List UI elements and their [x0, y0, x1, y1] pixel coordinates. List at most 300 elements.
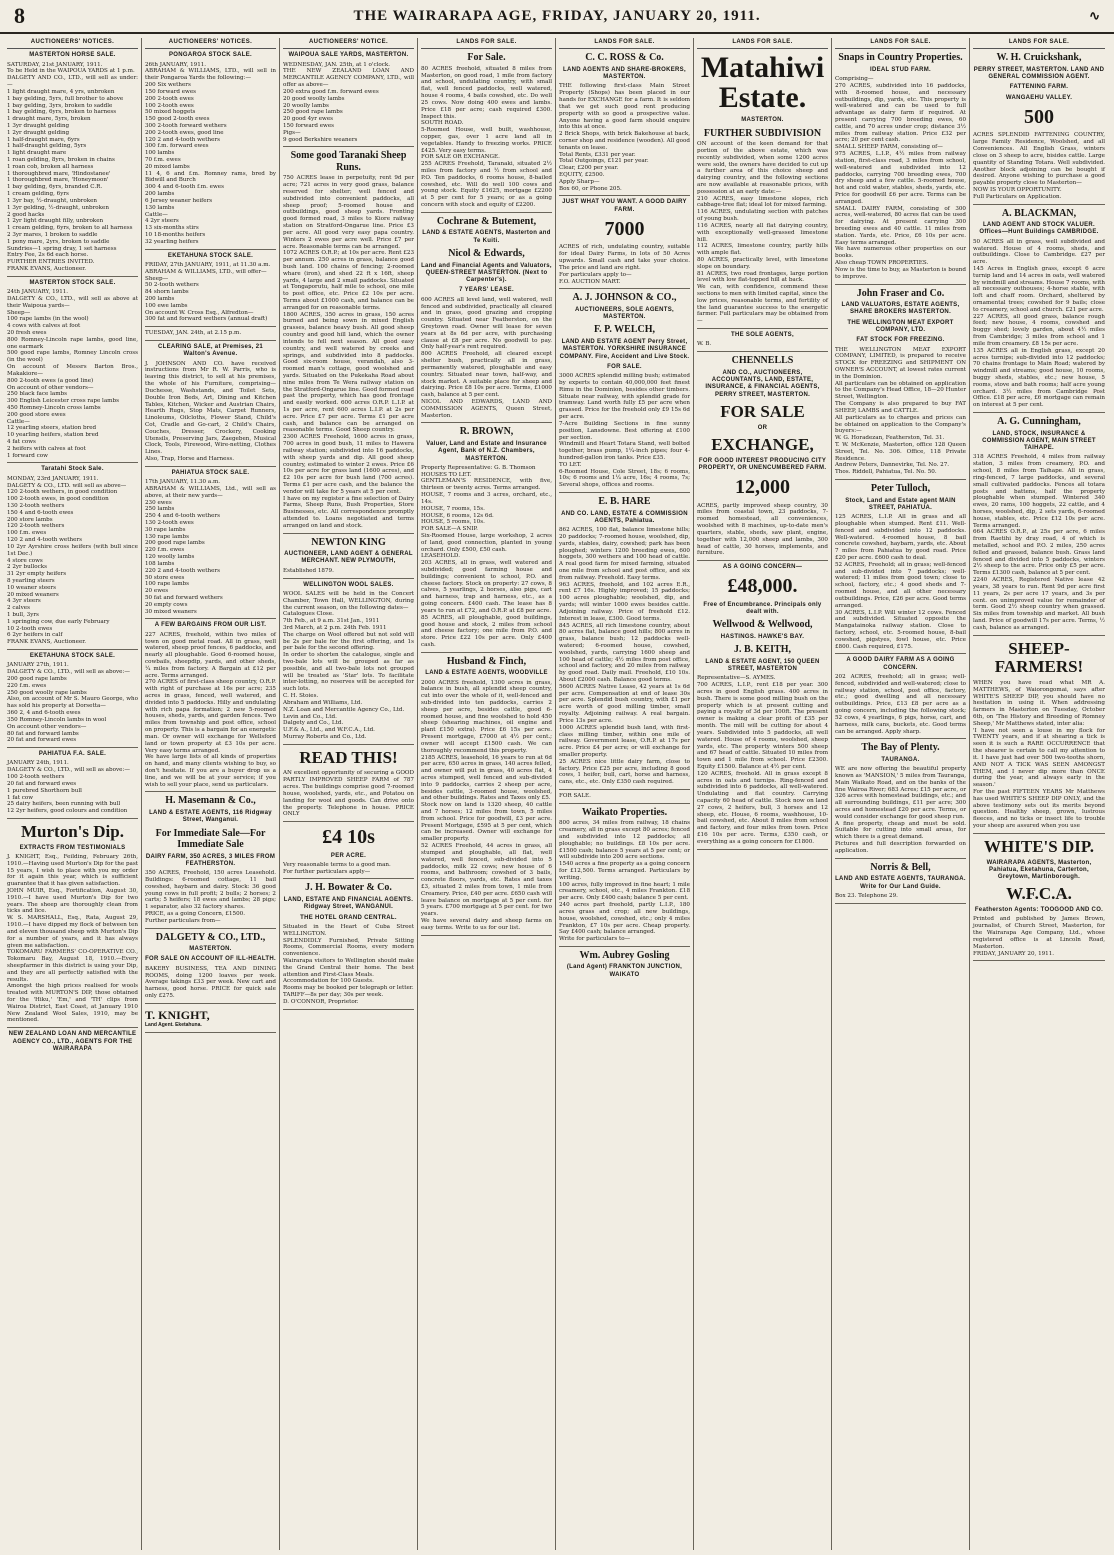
- ad-heading: [421, 441, 552, 463]
- divider: [697, 351, 828, 352]
- text: C. C. ROSS & Co.: [585, 52, 664, 64]
- divider: [973, 412, 1105, 413]
- text: 227 ACRES, freehold, within two miles of town on good metal road. All in grass, well watered, sheep proof fences, 6 paddocks, and nearly all ploughable. Good 6-roomed house, cowbails, sheepdip, yards, and other sheds, ¼ miles from factory. A Bargain at £12 per acre. Terms arranged. 270 ACRES of first-class sheep country, O.R.P. with right of purchase at 16s per acre; 235 acres in grass, fenced, well watered, and divided into 5 paddocks. Hilly and undulating with rich papa formation; 2 new 5-roomed houses, sheds, yards, and garden fences. Two miles from township and post office, school on property. This is a bargain for an energetic man. Or owner will exchange for Wellsford land or town property at £3 10s per acre. Very easy terms arranged. We have large lists of all kinds of properties on hand, and many clients wishing to buy, so don't hesitate. If you are a buyer drop us a line, and we will be at your service; if you wish to sell your place, send us particulars.: [145, 631, 276, 788]
- text: EXTRACTS FROM TESTIMONIALS: [19, 844, 126, 851]
- text: DALGETY & CO., LTD.,: [155, 931, 266, 943]
- divider: [145, 928, 276, 929]
- column-3: [280, 38, 418, 1550]
- ad-body-text: [7, 760, 138, 815]
- text: J. B. KEITH,: [734, 644, 791, 656]
- display-figure: [283, 825, 414, 849]
- ad-body-text: [559, 244, 690, 285]
- text: BAKERY BUSINESS, TEA AND DINING ROOMS, doing 1200 loaves per week. Average takings £33 per week. New cart and harness, good horse. PRICE for quick sale only £275.: [145, 965, 276, 999]
- estate-title: [697, 53, 828, 113]
- text: FOR SALE.: [559, 793, 591, 800]
- advertiser-name: [559, 324, 690, 336]
- text: Husband & Finch,: [446, 655, 527, 667]
- display-heading: [697, 403, 828, 422]
- text: LAND & ESTATE AGENTS, Masterton and Te Kuiti.: [422, 230, 551, 244]
- text: CHENNELLS: [731, 355, 794, 367]
- text: 350 ACRES, Freehold, 150 acres Leasehold. Buildings: 6-roomed cottage, 11 bail cowshed, haybarn and dairy. Stock: 36 good young cows in full profit; 2 bulls; 2 horses; 2 carts; 5 heifers; 18 ewes and lambs; 28 pigs; 1 separator, also 32 factory shares. PRICE, as a going Concern, £1500. Further particulars from—: [145, 870, 276, 924]
- advertiser-name: [421, 52, 552, 64]
- divider: [559, 195, 690, 196]
- ad-body-text: [559, 527, 690, 786]
- text: MASTERTON STOCK SALE.: [29, 279, 116, 286]
- text: Established 1879.: [283, 567, 334, 574]
- advertiser-name: [697, 644, 828, 656]
- ad-body-text: [283, 770, 414, 818]
- display-heading: [283, 749, 414, 768]
- divider: [145, 1003, 276, 1004]
- ad-heading: [145, 52, 276, 59]
- advertiser-name: [283, 537, 414, 549]
- ad-body-text: [7, 62, 138, 273]
- divider: [973, 635, 1105, 636]
- ad-heading: [7, 1031, 138, 1053]
- ad-body-text: [283, 862, 414, 876]
- text: PERRY STREET, MASTERTON. LAND AND GENERAL COMMISSION AGENT.: [973, 66, 1105, 81]
- ad-body-text: [559, 83, 690, 192]
- text: LAND & ESTATE AGENT, 150 QUEEN STREET, MASTERTON: [705, 658, 820, 673]
- text: Cochrane & Butement,: [436, 215, 537, 227]
- text: NEWTON KING: [311, 536, 386, 548]
- text: LAND, STOCK, INSURANCE & COMMISSION AGENT, MAIN STREET TAIHAPE.: [982, 430, 1096, 452]
- display-heading: [697, 436, 828, 455]
- text: Peter Tulloch,: [870, 483, 931, 494]
- text: Wm. Aubrey Gosling: [579, 949, 670, 961]
- advertiser-name: [559, 52, 690, 64]
- text: LAND & ESTATE AGENTS, WOODVILLE: [425, 670, 548, 677]
- text: 800 acres, 34 miles from railway, 18 chains creamery, all in grass except 80 acres; fenced and subdivided into 12 paddocks; all ploughable; no buildings. £8 10s per acre. £1500 cash; balance 5 years at 5 per cent; or will subdivide into 200 acre sections. 1540 acres a fine property as a going concern for £12,500. Terms arranged. Particulars by writing. 100 acres, fully improved in fine heart; 1 mile creamery, school, etc., 4 miles Frankton. £18 per acre. Only £400 cash; balance 5 per cent. 240 acres part freehold, partly L.I.P., 180 acres grass and crop; all new buildings, house, woolshed, cowshed, etc.; only 4 miles Frankton, £7 10s per acre. Cheap property. Say £400 cash; balance arranged. Write for particulars to—: [559, 820, 690, 943]
- text: PONGAROA STOCK SALE.: [168, 52, 252, 59]
- advertiser-name: [973, 52, 1105, 64]
- divider: [7, 1027, 138, 1028]
- newspaper-title: THE WAIRARAPA AGE, FRIDAY, JANUARY 20, 1911.: [353, 7, 761, 24]
- text: A FEW BARGAINS FROM OUR LIST.: [154, 622, 267, 629]
- text: WEDNESDAY, JAN. 25th, at 1 o'clock. THE NEW ZEALAND LOAN AND MERCANTILE AGENCY COMPANY, LTD., will offer as above— 200 extra good f.m. forward ewes 20 good woolly lambs 20 woolly lambs 250 good rape lambs 20 good 4yr ewes 150 forward ewes Pigs— 9 good Berkshire weaners: [283, 61, 414, 143]
- text: THE WELLINGTON MEAT EXPORT COMPANY, LIMITED, is prepared to receive STOCK for FREEZING and SHIPMENT ON OWNER'S ACCOUNT, at lowest rates current in the Dominion. All particulars can be obtained on application to the Company's Head Office, 18—20 Hunter Street, Wellington. The Company is also prepared to buy FAT SHEEP, LAMBS and CATTLE. All particulars as to charges and prices can be obtained on application to the Company's buyers:— W. G. Horadezan, Featherston, Tel. 31. T. W. McKenzie, Masterton, office 128 Queen Street, Tel. No. 306. Office, 118 Private Residence. Andrew Peters, Dannevirke, Tel. No. 27. Thos. Riddell, Pahiatua, Tel. No. 50.: [835, 346, 966, 476]
- ad-body-text: [145, 62, 276, 246]
- divider: [283, 744, 414, 745]
- text: Murton's Dip.: [21, 821, 124, 841]
- divider: [7, 276, 138, 277]
- text: JANUARY 27th, 1911. DALGETY & CO., LTD., will sell as above:— 200 good rape lambs 220 f.m. ewes 250 good woolly rape lambs Also, on account of Mr S. Mauro George, who has sold his property at Dorsetta— 360 2, 4 and 6-tooth ewes 350 Romney-Lincoln lambs in wool On account other vendors— 80 fat and forward lambs 20 fat and forward ewes: [7, 662, 138, 744]
- text: WHITE'S DIP.: [984, 836, 1094, 856]
- divider: [835, 284, 966, 285]
- ad-heading: [559, 511, 690, 526]
- text: ACRES, partly improved sheep country, 30 miles from coastal town, 23 paddocks, 7-roomed homestead, all conveniences, woolshed with 8 machines, up-to-date men's quarters, stable, sheds, saw plant, engine, together with 12,000 sheep and lambs, 300 head of cattle, 30 horses, implements, and furniture.: [697, 502, 828, 557]
- text: FOR SALE.: [607, 363, 642, 370]
- ad-heading: [697, 332, 828, 339]
- ad-heading: [559, 364, 690, 371]
- ad-heading: [7, 52, 138, 59]
- ad-heading: [145, 810, 276, 825]
- divider: [145, 1032, 276, 1033]
- text: Very reasonable terms to a good man. For further particulars apply—: [283, 861, 391, 875]
- divider: [283, 146, 414, 147]
- text: FAT STOCK FOR FREEZING.: [856, 337, 945, 344]
- text: H. Masemann & Co.,: [165, 795, 256, 807]
- text: Free of Encumbrance. Principals only dealt with.: [703, 601, 822, 616]
- signature-subline: Land Agent. Eketahuna.: [145, 1022, 202, 1029]
- text: HASTINGS. HAWKE'S BAY.: [720, 633, 805, 640]
- ad-body-text: [7, 476, 138, 646]
- text: JUST WHAT YOU WANT. A GOOD DAIRY FARM.: [562, 199, 687, 213]
- text: Matahiwi Estate.: [700, 51, 825, 115]
- ad-body-text: [559, 820, 690, 943]
- text: EKETAHUNA STOCK SALE.: [29, 653, 116, 660]
- text: 7000: [604, 218, 645, 241]
- text: WAIRARAPA AGENTS, Masterton, Pahiatua, Eketahuna, Carterton, Greytown, Martinborough.: [986, 859, 1092, 881]
- text: TAURANGA.: [881, 756, 920, 763]
- text: AN excellent opportunity of securing a GOOD PARTLY IMPROVED SHEEP FARM of 787 acres. The buildings comprise good 7-roomed house, woolshed, yards, etc., and Potatou on landing for wool and goods. Can drive onto the property. Telephone in house. PRICE ONLY: [283, 770, 414, 818]
- ad-heading: [283, 52, 414, 59]
- text: LAND, ESTATE AND FINANCIAL AGENTS. Ridgway Street, WANGANUI.: [283, 896, 414, 911]
- divider: [145, 618, 276, 619]
- text: Comprising— 270 ACRES, subdivided into 16 paddocks, with 8-roomed house, and necessary outbuildings, dip, yards, etc. This property is well-watered and can be used to full advantage as dairy farm if required. At present carrying 700 breeding ewes, 60 cattle, and 70 acres under crop; distance 3½ miles from railway station. Price £32 per acre; 20 per cent cash. SMALL SHEEP FARM, consisting of— 975 ACRES, L.I.P., 4½ miles from railway station, first-class road, 3 miles from school, well-watered and subdivided into 12 paddocks, carrying 700 breeding ewes, 700 dry sheep and a few cattle. 5-roomed house, hot and cold water, stables, sheds, yards, etc. Price for goodwill £6 per acre. Terms can be arranged. SMALL DAIRY FARM, consisting of 300 acres, well-watered, 80 acres flat can be used for dairying. At present carrying 300 breeding ewes and 40 cattle. 11 miles from station. Yards, etc. Price, £6 10s per acre. Easy terms arranged. We have numerous other properties on our books. Also cheap TOWN PROPERTIES. Now is the time to buy, as Masterton is bound to improve.: [835, 76, 966, 280]
- advertiser-name: [283, 882, 414, 894]
- divider: [559, 803, 690, 804]
- divider: [421, 212, 552, 213]
- text: LAND VALUATORS, ESTATE AGENTS, SHARE BROKERS MASTERTON.: [841, 302, 960, 316]
- text: Box 23. Telephone 29.: [835, 892, 898, 899]
- ad-heading: [559, 964, 690, 979]
- advertiser-name: [145, 795, 276, 807]
- ad-body-text: [973, 239, 1105, 409]
- column-1: [4, 38, 142, 1550]
- text: Some good Taranaki Sheep Runs.: [290, 150, 407, 173]
- ad-body-text: [283, 62, 414, 144]
- column-header: LANDS FOR SALE.: [973, 38, 1105, 49]
- text: 125 ACRES, L.I.P. All in grass and all ploughable when stumped. Rent £11. Well-fenced and subdivided into 12 paddocks. Well-watered. 4-roomed house, 8 bail concrete cowshed, haybarn, yards, etc. About 7 miles from Pahiatua by good road. Price £20 per acre. £600 cash to deal. 52 ACRES, Freehold; all in grass; well-fenced and sub-divided into 7 paddocks; well-watered; 11 miles from good town; close to school, factory, etc.; 4 good sheds and 7-roomed house, and all other necessary outbuildings. Price, £26 per acre. Good terms arranged. 30 ACRES, L.I.P. Will winter 12 cows. Fenced and subdivided. Situated opposite the Mangatainoka railway station. Close to factory, school, etc. 5-roomed house, 8-bail cowshed, pigstyes, fowl house, etc. Price £800. Cash required, £175.: [835, 514, 966, 650]
- ad-heading: [973, 907, 1105, 914]
- ad-body-text: [7, 854, 138, 1024]
- ad-heading: [835, 657, 966, 672]
- text: WE are now offering the beautiful property known as 'MANSION,' 5 miles from Tauranga, Main Waikato Road, and on the banks of the fine Wairoa River; 683 Acres; £15 per acre, or 326 acres with homestead buildings, etc.; and all surrounding buildings, £11 per acre; 300 acres and homestead £20 per acre. Terms, or would consider exchange for good sheep run. A fine property, cheap and must be sold. Suitable for cutting into small areas, for which there is a great demand. Pictures and full description forwarded on application.: [835, 766, 966, 854]
- column-header: AUCTIONEERS' NOTICES.: [145, 38, 276, 49]
- text: 80 ACRES freehold, situated 8 miles from Masterton, on good road, 1 mile from factory and school, undulating country, with small flat, well fenced paddocks, well watered, house 4 rooms, 4 bails cowshed, etc. Do well 25 cows. Now doing 400 ewes and lambs. Price £18 per acre; cash required £300. Inspect this. SOUTH ROAD. 5-Roomed House, well built, washhouse, copper, gas, over 1 acre land all in vegetables. Handy to freezing works. PRICE £425. Very easy terms. FOR SALE OR EXCHANGE. 255 ACRES Freehold, Taranaki, situated 2½ miles from factory and ½ from school and P.O. Ten paddocks, 6 rooms house, 8-bailed cowshed, etc. Will do well 100 cows and young stock. Equity £1625, mortgage £2200 at 5 per cent for 5 years; or as a going concern with stock and equity of £2200.: [421, 65, 552, 209]
- text: 26th JANUARY, 1911. ABRAHAM & WILLIAMS, LTD., will sell in their Pongaroa Yards the following:— 200 Six wethers 150 forward ewes 200 2-tooth ewes 100 2-tooth ewes 50 mixed hoggets 150 good 2-tooth ewes 300 2-tooth forward wethers 200 2-tooth ewes, good line 120 2 and 4-tooth wethers 300 f.m. forward ewes 100 lambs 70 f.m. ewes 20 mixed lambs 11 4, 6 and f.m. Romney rams, bred by Bidwill and Burch 300 4 and 6-tooth f.m. ewes 200 lambs 6 Jersey weaner heifers 130 lambs Cattle— 4 2yr steers 13 six-months stirs 10 18-months heifers 32 yearling heifers: [145, 61, 276, 245]
- ad-body-text: [421, 66, 552, 209]
- ad-heading: [559, 307, 690, 322]
- text: A. J. JOHNSON & CO.,: [572, 292, 677, 304]
- text: Snaps in Country Properties.: [838, 52, 963, 64]
- ad-heading: [697, 370, 828, 399]
- ad-heading: [973, 95, 1105, 102]
- divider: [7, 649, 138, 650]
- text: ACRES SPLENDID FATTENING COUNTRY, large Family Residence, Woolshed, and all Conveniences. All English Grass, winters close on 3 sheep to acre, bisides cattle. Large quantity of Standing Totara. Well subdivided. Another block adjoining can be bought if desired. Anyone wishing to purchase a good payable property close to Masterton— NOW IS YOUR OPPORTUNITY. Full Particulars on Application.: [973, 132, 1105, 200]
- ad-heading: [145, 470, 276, 477]
- ad-body-text: [835, 76, 966, 280]
- text: 318 ACRES Freehold, 4 miles from railway station, 3 miles from creamery, P.O. and school, 8 miles from Taihape. All in grass, ring-fenced, 7 large paddocks, and several small cultivated paddocks. Fences all totara posts and battens, half the property ploughable when stumped. Wintered 340 ewes, 20 rams, 100 hoggets, 22 cattle, and 4 horses, woolshed, dip, 2 sets yards, 6-roomed house, stables, etc. Price £12 10s per acre. Terms arranged. 664 ACRES O.R.P., at 25s per acre, 6 miles from Raetihi by dray road, 4 of which is metalled, school and P.O. 2 miles, 250 acres felled and grassed, balance bush. Grass land fenced and divided into 5 paddocks, winters 2½ sheep to the acre. Price only £5 per acre. Terms £1300 cash, balance at 5 per cent. 2240 ACRES, Registered Native lease 42 years, 38 years to run. Rent 9d per acre first 11 years, 2s per acre 17 years, and 3s per cent. on unimproved value for remainder of term. Good 2½ sheep country when grassed. Six miles from township and market. All bush land. Price of goodwill 17s per acre. Terms, ½ cash, balance as arranged.: [973, 454, 1105, 631]
- column-header: AUCTIONEERS' NOTICE.: [283, 38, 414, 49]
- column-6: [694, 38, 832, 1550]
- text: 862 ACRES, 100 flat, balance limestone hills; 20 paddocks; 7-roomed house, woolshed, dip, yards, stables, dairy, cowshed; park has been ploughed; winters 1200 breeding ewes, 600 hoggets, 300 wethers and 100 head of cattle. A real good farm for mixed farming, situated one mile from school and post office, and six from railway. Freehold. Easy terms. 963 ACRES, freehold, and 102 acres E.R., rent £7 16s. Highly improved; 15 paddocks; 100 acres ploughable; woolshed, dip, and yards; will winter 1000 ewes besides cattle. Adjoining railway. Price of freehold £12. Interest in lease, £300. Good terms. 845 ACRES, all rich limestone country, about 80 acres flat, balance good hills; 800 acres in grass, balance bush; 12 paddocks well-watered; 6-roomed house, cowshed, woolshed, yards, carrying 1600 sheep and 100 head of cattle; 4½ miles from post office, school and factory, and 20 miles from railway by good road. Daily mail. Freehold, £10 10s. About £2000 cash. Balance good terms. 5600 ACRES Native Lease, 42 years at 1s 6d per acre. Compensation at end of lease 30s per acre. Splendid bush country, with £1 per acre worth of good milling timber, small royalty. Adjoining railway. A real bargain. Price 13s per acre. 1000 ACRES splendid bush land, with first-class milling timber, within one mile of railway. Government lease, O.R.P. at 17s per acre. Price £4 per acre; or will exchange for smaller property. 25 ACRES nice little dairy farm, close to factory. Price £25 per acre, including 8 good cows, 1 heifer, bull, cart, horse and harness, cans, etc., etc. Only £350 cash required.: [559, 527, 690, 786]
- text: 24th JANUARY, 1911. DALGETY & CO., LTD., will sell as above at their Waipoua yards— Sheep— 100 rape lambs (in the wool) 4 cows with calves at foot 20 fresh ewes 800 Romney-Lincoln rape lambs, good line, one earmark 500 good rape lambs, Romney Lincoln cross (in the wool) On account of Messrs Barton Bros., Makakiore— 800 2-tooth ewes (a good line) On account of other vendors— 250 black face lambs 300 English Leicester cross rape lambs 450 Romney-Lincoln cross lambs 200 good store ewes Cattle— 12 yearling steers, station bred 10 yearling heifers, station bred 4 fat cows 2 heifers with calves at foot 1 forward cow: [7, 289, 138, 459]
- text: 50 ACRES all in grass, well subdivided and watered. House of 4 rooms, sheds, and outbuildings. Close to Cambridge. £27 per acre. 145 Acres in English grass, except 6 acre turnip land and 14 acres in oats, well watered by windmill and streams. House 7 rooms, with all necessary outhouses; 4-horse stable, with loft and chaff room. Orchard, sheltered by ornamental trees; cowshed for 9 bails; close to creamery, school and church. £21 per acre. 227 ACRES, all good grass, balance rough feed; new house, 4 rooms, cowshed and buggy shed; lovely garden, about 4½ miles from Cambridge; 3 miles from school and 1 mile from creamery. £8 15s per acre. 135 ACRES all in English grass, except 20 acres turnips; sub-divided into 12 paddocks; 70 chains frontage to Main Road; watered by windmill and streams; good house, 10 rooms, buggy sheds, stables, etc.; new house, 5 rooms, stove and bath rooms; half acre young orchard. 3½ miles from Cambridge Post Office. £18 per acre, £6 mortgage can remain on interest at 5 per cent.: [973, 238, 1105, 409]
- divider: [697, 849, 828, 850]
- text: Waikato Properties.: [581, 806, 668, 818]
- ad-body-text: [973, 454, 1105, 631]
- text: Norris & Bell,: [870, 861, 931, 873]
- text: SATURDAY, 21st JANUARY, 1911. To be Held in the WAIPOUA YARDS at 1 p.m. DALGETY AND CO., LTD., will sell as under:— 1 light draught mare, 4 yrs, unbroken 1 bay gelding, 5yrs, full brother to above 1 bay gelding, 3yrs, broken to saddle 1 bay gelding, 6yrs, broken to harness 1 draught mare, 5yrs, broken 1 3yr draught gelding 1 2yr draught gelding 1 half-draught mare, 6yrs 1 half-draught gelding, 5yrs 1 light draught mare 1 roan gelding, 8yrs, broken in chains 1 roan cob, broken all harness 1 thoroughbred mare, 'Hindostanee' 1 thoroughbred mare, 'Honeymoon' 1 bay gelding, 6yrs, branded C.R. 1 cream gelding, 6yrs 1 3yr bay, ½-draught, unbroken 1 3yr gelding, ½-draught, unbroken 2 good hacks 1 2yr light draught filly, unbroken 1 cream gelding, 6yrs, broken to all harness 2 3yr mares, 1 broken to saddle 1 pony mare, 2yrs, broken to saddle Sundries—1 spring dray, 1 set harness Entry Fee, 2s 6d each horse. FURTHER ENTRIES INVITED. FRANK EVANS, Auctioneer.: [7, 61, 138, 272]
- advertiser-name: [835, 52, 966, 64]
- ad-body-text: [145, 870, 276, 925]
- ad-heading: [7, 653, 138, 660]
- ad-heading: [559, 199, 690, 214]
- text: W. B.: [697, 341, 712, 348]
- ad-heading: [697, 634, 828, 641]
- text: WELLINGTON WOOL SALES.: [303, 581, 394, 588]
- ad-heading: [421, 263, 552, 285]
- ad-heading: [835, 337, 966, 344]
- text: 3000 ACRES splendid milling bush; estimated by experts to contain 40,000,000 feet finest Rimu in the Dominion, besides other timbers. Situate near railway, with splendid grade for tramway. Land worth fully £5 per acre when grassed. Price for the freehold only £9 15s 6d per acre. 7-Acre Building Sections in fine sunny position, Lansdowne. Best offering at £100 per section. Windmill and Heart Totara Stand, well bolted together, brass pump, 1¼-inch pipes; four 4-hundred-gallon iron tanks. Price £35. TO LET. 6-Roomed House, Cole Street, 18s; 6 rooms, 10s; 6 rooms and 1¼ acre, 16s; 4 rooms, 7s; Several shops, offices and rooms.: [559, 373, 690, 489]
- columns-container: [4, 38, 1110, 1550]
- display-heading: [973, 885, 1105, 904]
- divider: [7, 818, 138, 819]
- ad-body-text: [697, 141, 828, 325]
- text: THE WELLINGTON MEAT EXPORT COMPANY, LTD.: [847, 319, 954, 333]
- text: AUCTIONEER, LAND AGENT & GENERAL MERCHANT. NEW PLYMOUTH,: [284, 551, 413, 565]
- ad-body-text: [697, 341, 828, 348]
- ad-heading: [283, 551, 414, 566]
- display-figure: [973, 105, 1105, 129]
- column-header: LANDS FOR SALE.: [421, 38, 552, 49]
- ad-heading: [283, 853, 414, 860]
- text: W.F.C.A.: [1006, 884, 1072, 904]
- ad-heading: [145, 956, 276, 963]
- text: OR: [757, 424, 768, 431]
- ad-body-text: [145, 330, 276, 337]
- text: T. KNIGHT,: [145, 1007, 210, 1022]
- ad-heading: [283, 897, 414, 912]
- advertiser-name: [835, 742, 966, 754]
- text: 2000 ACRES freehold, 1300 acres in grass, balance in bush, all splendid sheep country, cut into over the whole of it, well-fenced and sub-divided into ten paddocks, carries 2 sheep per acre, besides cattle, good 6-roomed house, and fine woolshed to hold 450 sheep (shearing machines, oil engine and plant £150 extra). Price £6 15s per acre. Present mortgage, £7000 at 4½ per cent.; owner will accept £1500 cash. We can thoroughly recommend this property. 2185 ACRES, leasehold, 16 years to run at 6d per acre, 650 acres in grass, 140 acres felled, and owner will put in grass, 40 acres flat, 4 acres stumped, well fenced and sub-divided into 9 paddocks, carries 2 sheep per acre, besides cattle, 3-roomed house, woolshed, and other buildings. Rates and Taxes only £5. Stock now on land is 1320 sheep, 40 cattle and 7 horses; 12 miles from town, 5 miles from school. Price for goodwill, £3 per acre. Present Mortgage, £595 at 5 per cent, which can be increased. Owner will exchange for smaller property. 52 ACRES Freehold, 44 acres in grass, all stumped and ploughable, all flat, well watered, well fenced, sub-divided into 5 paddocks, milk 22 cows; new house of 6 rooms, and bathroom; cowshed of 3 bails, concrete floors, yards, etc. Rates and taxes £3, situated 2 miles from town, 1 mile from Creamery. Price, £40 per acre. £650 cash will leave balance on mortgage at 5 per cent. for 5 years. £700 mortgage at 5 per cent. for two years. We have several dairy and sheep farms on easy terms. Write to us for our list.: [421, 679, 552, 931]
- ad-body-text: [973, 680, 1105, 830]
- divider: [835, 479, 966, 480]
- text: AND CO. LAND, ESTATE & COMMISSION AGENTS, Pahiatua.: [561, 510, 688, 524]
- text: AS A GOING CONCERN—: [722, 564, 803, 571]
- column-header: AUCTIONEERS' NOTICES.: [7, 38, 138, 49]
- text: £4 10s: [322, 826, 375, 849]
- ad-heading: [283, 582, 414, 589]
- ad-heading: [973, 860, 1105, 882]
- text: £48,000.: [727, 575, 798, 598]
- divider: [835, 858, 966, 859]
- text: FOR SALE ON ACCOUNT OF ILL-HEALTH.: [145, 956, 276, 963]
- text: 12,000: [735, 476, 790, 499]
- text: J. H. Bowater & Co.: [305, 882, 392, 894]
- ad-heading: [145, 253, 276, 260]
- ad-body-text: [835, 347, 966, 476]
- ad-body-text: [421, 680, 552, 932]
- text: A GOOD DAIRY FARM AS A GOING CONCERN.: [846, 657, 955, 671]
- text: SHEEP-FARMERS!: [994, 638, 1084, 677]
- text: FATTENING FARM.: [1009, 84, 1069, 91]
- text: Situated in the Heart of Cuba Street WELLINGTON. SPLENDIDLY Furnished, Private Sitting Rooms, Commercial Rooms, every modern convenience. Wairarapa visitors to Wellington should make the Grand Central their home. The best attention and First-Class Meals. Accommodation for 100 Guests. Rooms may be booked per telegraph or letter. TARIFF—8s per day; 30s per week. D. O'CONNOR, Proprietor.: [283, 923, 414, 1005]
- divider: [421, 935, 552, 936]
- display-figure: [697, 574, 828, 598]
- divider: [145, 340, 276, 341]
- divider: [559, 288, 690, 289]
- ad-body-text: [421, 465, 552, 649]
- advertiser-name: [973, 416, 1105, 428]
- column-4: [418, 38, 556, 1550]
- text: Property Representative: G. B. Thomson HOUSES TO LET. GENTLEMAN'S RESIDENCE, with five, thirteen or twenty acres. Terms arranged. HOUSE, 7 rooms and 3 acres, orchard, etc., 14s. HOUSE, 7 rooms, 15s. HOUSE, 6 rooms, 12s 6d. HOUSE, 5 rooms, 10s. FOR SALE—A SNIP. Six-Roomed House, large workshop, 2 acres of land, good connection, planted in young orchard. Only £500, £50 cash. LEASEHOLD. 203 ACRES, all in grass, well watered and subdivided; good farming house and buildings; convenient to school, P.O. and cheese factory. Stock on property: 27 cows, 8 calves, 5 yearlings, 2 horses, also pigs, cart and harness, trap and harness, etc., as a going concern. £400 cash. The lease has 8 years to run at £72, and O.R.P. at £8 per acre. 85 ACRES, all ploughable, good buildings, good house and stock, 2 miles from school and cheese factory; one mile from P.O. and store. Price £22 10s per acre. Only £400 cash.: [421, 464, 552, 648]
- ad-heading: [973, 67, 1105, 82]
- text: Nicol & Edwards,: [448, 248, 525, 259]
- divider: [697, 560, 828, 561]
- text: F. P. WELCH,: [593, 324, 656, 336]
- advertiser-name: [421, 426, 552, 438]
- advertiser-name: [421, 656, 552, 668]
- ad-heading: [973, 222, 1105, 237]
- ad-body-text: [145, 361, 276, 463]
- advertiser-name: [559, 496, 690, 508]
- ad-body-text: [697, 503, 828, 558]
- text: 600 ACRES all level land, well watered, well fenced and subdivided, practically all cleared and in grass, good grazing and cropping country. Situated near Featherston, on the Greytown road. Owner will lease for seven years at 8s 6d per acre, with purchasing clause at £8 per acre. No goodwill to pay. Only half-year's rent required. 800 ACRES Freehold, all cleared except shelter bush, practically all in grass, permanently watered, ploughable and easy country. Situated near town, half-way, and stock market. A suitable place for sheep and dairying. Price £8 10s per acre. Terms, £1000 cash, balance at 5 per cent. NICOL AND EDWARDS, LAND AND COMMISSION AGENTS, Queen Street, Masterton.: [421, 296, 552, 419]
- column-header: LANDS FOR SALE.: [835, 38, 966, 49]
- text: WANGAEHU VALLEY.: [1005, 94, 1073, 101]
- ad-body-text: [7, 662, 138, 744]
- ad-body-text: [421, 297, 552, 420]
- text: MONDAY, 23rd JANUARY, 1911. DALGETY & CO., LTD. will sell as above— 120 2-tooth wethers, in good condition 100 2-tooth ewes, in good condition 130 2-tooth wethers 150 4 and 6-tooth ewes 200 store lambs 120 2-tooth wethers 100 f.m. ewes 120 2 and 4-tooth wethers 10 2yr Ayrshire cross heifers (with bull since 1st Dec.) 4 store cows 2 2yr bullocks 31 2yr empty heifers 8 yearling steers 10 weaner steers 20 mixed weaners 4 3yr steers 2 calves 1 bull, 3yrs 1 springing cow, due early February 10 2-tooth ewes 6 2yr heifers in calf FRANK EVANS, Auctioneer.: [7, 475, 138, 646]
- ad-body-text: [145, 479, 276, 615]
- text: 202 ACRES, freehold; all in grass; well-fenced, subdivided and well-watered; close to railway station, school, post office, factory, etc.; good dwelling and all necessary outbuildings. Price, £13 £8 per acre as a going concern, including the following stock; 52 cows, 4 yearlings, 6 pigs, horse, cart, and harness, milk cans, buckets, etc. Good terms can be arranged. Apply sharp.: [835, 674, 966, 735]
- divider: [145, 249, 276, 250]
- text: W. H. Cruickshank,: [996, 52, 1082, 64]
- ad-heading: [835, 876, 966, 891]
- text: Taratahi Stock Sale.: [41, 466, 104, 473]
- display-heading: [7, 823, 138, 842]
- column-2: [142, 38, 280, 1550]
- divider: [835, 738, 966, 739]
- ad-body-text: [835, 674, 966, 735]
- ad-heading: [145, 622, 276, 629]
- text: 750 ACRES lease in perpetuity, rent 9d per acre; 721 acres in very good grass, balance reserved for shelter; well fenced and subdivided into convenient paddocks, all sheep proof; 5-roomed house and outbuildings, good sheep yards. Fronting good formed road, 3 miles to Kiore railway station on Stratford-Ongarue line. Price £3 per acre. All good very easy papa country. Winters 2 ewes per acre well. Price £7 per acre. Reasonable terms can be arranged. 1072 ACRES O.R.P.; at 10s per acre. Rent £23 per annum. 250 acres in grass, balance good bush land. 100 chains of fencing; 2-roomed whare (iron), and shed 22 ft x 16ft, sheep yards, 4 large and 2 small paddocks. Situated at Tongaporutu, half mile to school, one mile to post office, etc. Price £2 10s per acre. Terms about £1000 cash, and balance can be arranged for on reasonable terms. 1800 ACRES, 350 acres in grass, 150 acres burned and being sown in mixed English grasses, balance heavy bush. All good sheep country and good hill land, which the owner intends to fell next season. All good easy country, and well watered by creeks and springs, and subdivided into 8 paddocks. Good six-room house, verandah, also 3-roomed man's cottage, good woolshed and yards. Situated on the Pukekaha Road about nine miles from Te Wera railway station on the Stratford-Ongarue line. Good formed road past the property, which has good frontage and easily worked. 600 acres O.R.P. L.I.P. at 1s per acre, rent 600 acres L.I.P. at 2s per acre. Price £7 per acre. Terms £1 per acre cash, and balance can be arranged on reasonable terms. Good Sheep country. 2300 ACRES Freehold, 1600 acres in grass, 700 acres in good bush, 11 miles to Hawera railway station; subdivided into 16 paddocks, with sheep yards and dip. All good sheep country, estimated to winter 2 ewes. Price £6 10s per acre for grass land (1600 acres), and £2 10s per acre for bush land (700 acres). Terms £1 per acre cash, and the balance the vendor will take for 5 years at 5 per cent. I have on my register a fine selection of Dairy Farms, Sheep Runs, Bush Properties, Store Businesses, etc. All correspondence promptly attended to. Loans negotiated and terms arranged on land and stock.: [283, 175, 414, 529]
- text: J. JOHNSON AND CO. have received instructions from Mr R. W. Parris, who is leaving this district, to sell at his premises, the whole of his Furniture, comprising—Duchesse, Washstands, and Toilet Sets, Double Iron Beds, Art, Dining and Kitchen Tables, Kitchen, Wicker and Austrian Chairs, Hearth Rugs, Stop Mats, Carpet Runners, Linoleums, Oilcloths, Flower Stand, Child's Cot, Cradle and Go-cart, 2 Child's Chairs, Couches, Dresser, Crockery, Cooking Utensils, Preserving Jars, Zaegeben, Musical Clock, Tools, Firewood, Wire-netting, Clothes Lines. Also, Trap, Horse and Harness.: [145, 360, 276, 462]
- column-7: [832, 38, 970, 1550]
- text: WHEN you have read what MR A. MATTHEWS, of Waiorongomai, says after WHITE'S SHEEP DIP, you should have no hesitation in using it. When addressing farmers in Masterton on Tuesday, October 6th, on 'The History and Breeding of Romney Sheep,' Mr Matthews stated, inter alia: 'I have not seen a louse in my flock for TWENTY years, and if at shearing a tick is seen it is such a RARE OCCURRENCE that the shearer is certain to call my attention to it. I have just had over 500 two-tooths shorn, AND NOT A TICK WAS SEEN AMONGST THEM, and I never dip more than ONCE during the year, and always early in the season.' For the past FIFTEEN YEARS Mr Matthews has used WHITE'S SHEEP DIP ONLY, and the above testimony sets out its merits beyond question. Healthy sheep, grown, lustrous fleeces, and no ticks or insect life to trouble your sheep are assured when you use: [973, 679, 1105, 830]
- divider: [973, 960, 1105, 961]
- text: 500: [1024, 106, 1054, 129]
- advertiser-name: [283, 150, 414, 173]
- advertiser-name: [697, 619, 828, 631]
- ad-body-text: [145, 966, 276, 1000]
- ad-body-text: [283, 924, 414, 1006]
- advertiser-name: [421, 216, 552, 228]
- ad-heading: [973, 431, 1105, 453]
- ad-heading: [697, 425, 828, 432]
- text: E. B. HARE: [598, 496, 651, 508]
- text: Stock, Land and Estate agent MAIN STREET, PAHIATUA.: [845, 497, 956, 511]
- advertiser-name: [145, 932, 276, 944]
- ad-heading: [559, 339, 690, 361]
- divider: [835, 653, 966, 654]
- text: WOOL SALES will be held in the Concert Chamber, Town Hall, WELLINGTON, during the current season, on the following dates— Catalogues Close. 7th Feb., at 9 a.m. 31st Jan., 1911 3rd March, at 2 p.m. 24th Feb. 1911 The charge on Wool offered but not sold will be 2s per bale for the first offering, and 1s per bale for the second offering. In order to shorten the catalogue, single and two-bale lots will be grouped as far as possible, and all two-bale lots not grouped will be treated as 'Star' lots. To facilitate inter-lotting, no reserves will be accepted for such lots. C. H. Stoies. Abraham and Williams, Ltd. N.Z. Loan and Mercantile Agency Co., Ltd. Levin and Co., Ltd. Dalgety and Co., Ltd. U.F.& A., Ltd., and W.F.C.A., Ltd. Murray Roberts and Co., Ltd.: [283, 590, 414, 740]
- divider: [145, 466, 276, 467]
- text: LAND & ESTATE AGENTS, 116 Ridgway Street, Wanganui.: [149, 809, 272, 824]
- text: ACRES of rich, undulating country, suitable for ideal Dairy Farms, in lots of 50 Acres upwards. Small cash and take your choice. The price and land are right. For particulars apply to— F.O. AUCTION MART.: [559, 244, 690, 285]
- text: AND CO., AUCTIONEERS, ACCOUNTANTS, LAND, ESTATE, INSURANCE, & FINANCIAL AGENTS, PERRY STREET, MASTERTON.: [705, 369, 820, 398]
- divider: [835, 903, 966, 904]
- advertiser-name: [835, 862, 966, 874]
- text: MASTERTON.: [189, 946, 232, 953]
- text: PAHIATUA F.A. SALE.: [38, 751, 107, 758]
- divider: [283, 1009, 414, 1010]
- text: IDEAL STUD FARM.: [869, 66, 932, 73]
- text: AUCTIONEERS, SOLE AGENTS, MASTERTON.: [575, 306, 674, 321]
- text: For Sale.: [467, 52, 506, 64]
- advertiser-name: [559, 292, 690, 304]
- text: NEW ZEALAND LOAN AND MERCANTILE AGENCY CO., LTD., AGENTS FOR THE WAIRARAPA: [8, 1031, 137, 1052]
- divider: [973, 833, 1105, 834]
- divider: [7, 747, 138, 748]
- advertiser-name: [697, 128, 828, 140]
- ad-body-text: [7, 289, 138, 459]
- text: ON account of the keen demand for that portion of the above estate, which was recently subdivided, when some 1200 acres were sold, the owners have decided to cut up a further area of this choice sheep and dairying country, and the following sections are now available at reasonable prices, with possession at an early date:— 210 ACRES, easy limestone slopes, rich cabbage-tree flat; ideal lot for mixed farming. 116 ACRES, undulating section with patches of young bush. 116 ACRES, nearly all flat dairying country, with exceptionally well-grassed limestone hill. 112 ACRES, limestone country, partly hills with ample flat. 80 ACRES, practically level, with limestone slope on boundary. 81 ACRES, two road frontages, large portion level with low flat-topped hill at back. We can, with confidence, commend these sections to men with limited capital, since the low prices, reasonable terms, and fertility of the land guarantee success to the energetic farmer. Full particulars may be obtained from—: [697, 141, 828, 325]
- ad-heading: [697, 564, 828, 571]
- advertiser-name: [835, 483, 966, 495]
- text: 7 YEARS' LEASE.: [459, 287, 514, 294]
- column-5: [556, 38, 694, 1550]
- divider: [421, 422, 552, 423]
- masthead: [0, 0, 1114, 34]
- display-figure: [697, 475, 828, 499]
- text: For Immediate Sale—For Immediate Sale: [155, 827, 266, 850]
- divider: [559, 946, 690, 947]
- ad-body-text: [973, 132, 1105, 200]
- text: FURTHER SUBDIVISION: [703, 127, 822, 139]
- text: LAND AND ESTATE AGENT Perry Street, MASTERTON. YORKSHIRE INSURANCE COMPANY. Fire, Accident and Live Stock.: [559, 338, 690, 360]
- ad-heading: [145, 854, 276, 869]
- text: CLEARING SALE, at Premises, 21 Walton's Avenue.: [157, 344, 264, 358]
- text: A. BLACKMAN,: [1001, 207, 1077, 219]
- text: LAND AND ESTATE AGENTS, TAURANGA. Write for Our Land Guide.: [835, 876, 966, 890]
- ad-body-text: [283, 591, 414, 741]
- text: THE following first-class Main Street Property (Shops) has been placed in our hands for EXCHANGE for a farm. It is seldom that we get such good rent producing property with so good a prospective value. Anyone having a good farm should enquire into this at once. 2 Brick Shops, with brick Bakehouse at back, corner shop and residence (wooden). All good tenants on lease. Total Rents, £331 per year. Total Outgoings, £121 per year. Clear, £200 per year. EQUITY, £2500. Apply Sharp— Box 60, or Phone 205.: [559, 83, 690, 192]
- advertiser-name: [421, 248, 552, 260]
- divider: [283, 878, 414, 879]
- ad-body-text: [559, 793, 690, 800]
- ad-body-text: [145, 632, 276, 789]
- divider: [145, 326, 276, 327]
- text: DAIRY FARM, 350 ACRES, 3 MILES FROM FEATHERSTON.: [145, 853, 276, 867]
- text: JANUARY 24th, 1911. DALGETY & CO., LTD., will sell as above:— 100 2-tooth wethers 20 fat and forward ewes 1 purebred Shorthorn bull 1 fat cow 25 dairy heifers, been running with bull 12 2yr heifers, good colours and condition: [7, 760, 130, 815]
- ad-heading: [697, 117, 828, 124]
- text: The Bay of Plenty.: [861, 742, 940, 754]
- ad-heading: [7, 280, 138, 287]
- ad-body-text: [559, 373, 690, 489]
- page-number: 8: [14, 3, 25, 28]
- ad-body-text: [973, 916, 1105, 957]
- ad-heading: [697, 458, 828, 473]
- text: LAND AGENT AND STOCK VALUER. Offices—Hunt Buildings CAMBRIDGE.: [979, 222, 1099, 236]
- column-header: LANDS FOR SALE.: [697, 38, 828, 49]
- text: J. KNIGHT, Esq., Feilding, February 26th, 1910.—Having used Murton's Dip for the past 15 years, I wish to place with you my order for it again this year, which is sufficient guarantee that it has given satisfaction. JOHN MUIR, Esq., Fortification, August 30, 1910.—I have used Murton's Dip for two years. The sheep are thoroughly clean from ticks and lice. W. S. MARSHALL, Esq., Rata, August 29, 1910.—I have dipped my flock of between ten and eleven thousand sheep with Murton's Dip for a number of years, and it has always given me satisfaction. TOKOMARU FARMERS' CO-OPERATIVE CO., Tokomaru Bay, August 18, 1910.—Every sheepfarmer in this district is using your Dip, and they are all perfectly satisfied with the results. Amongst the high prices realised for wools treated with MURTON'S DIP, those obtained for the 'Hiku,' 'Em,' and 'TH' clips from Wairoa District, East Coast, at January 1910 New Zealand Wool Sales, 1910, may be mentioned.: [7, 853, 138, 1024]
- text: FOR GOOD INTEREST PRODUCING CITY PROPERTY, OR UNENCUMBERED FARM.: [698, 457, 827, 471]
- text: EKETAHUNA STOCK SALE.: [167, 252, 254, 259]
- advertiser-name: [973, 208, 1105, 220]
- ad-heading: [835, 67, 966, 74]
- text: MASTERTON HORSE SALE.: [29, 52, 116, 59]
- divider: [283, 533, 414, 534]
- advertiser-name: [559, 807, 690, 819]
- ad-heading: [559, 67, 690, 82]
- divider: [559, 789, 690, 790]
- ad-heading: [835, 757, 966, 764]
- divider: [973, 204, 1105, 205]
